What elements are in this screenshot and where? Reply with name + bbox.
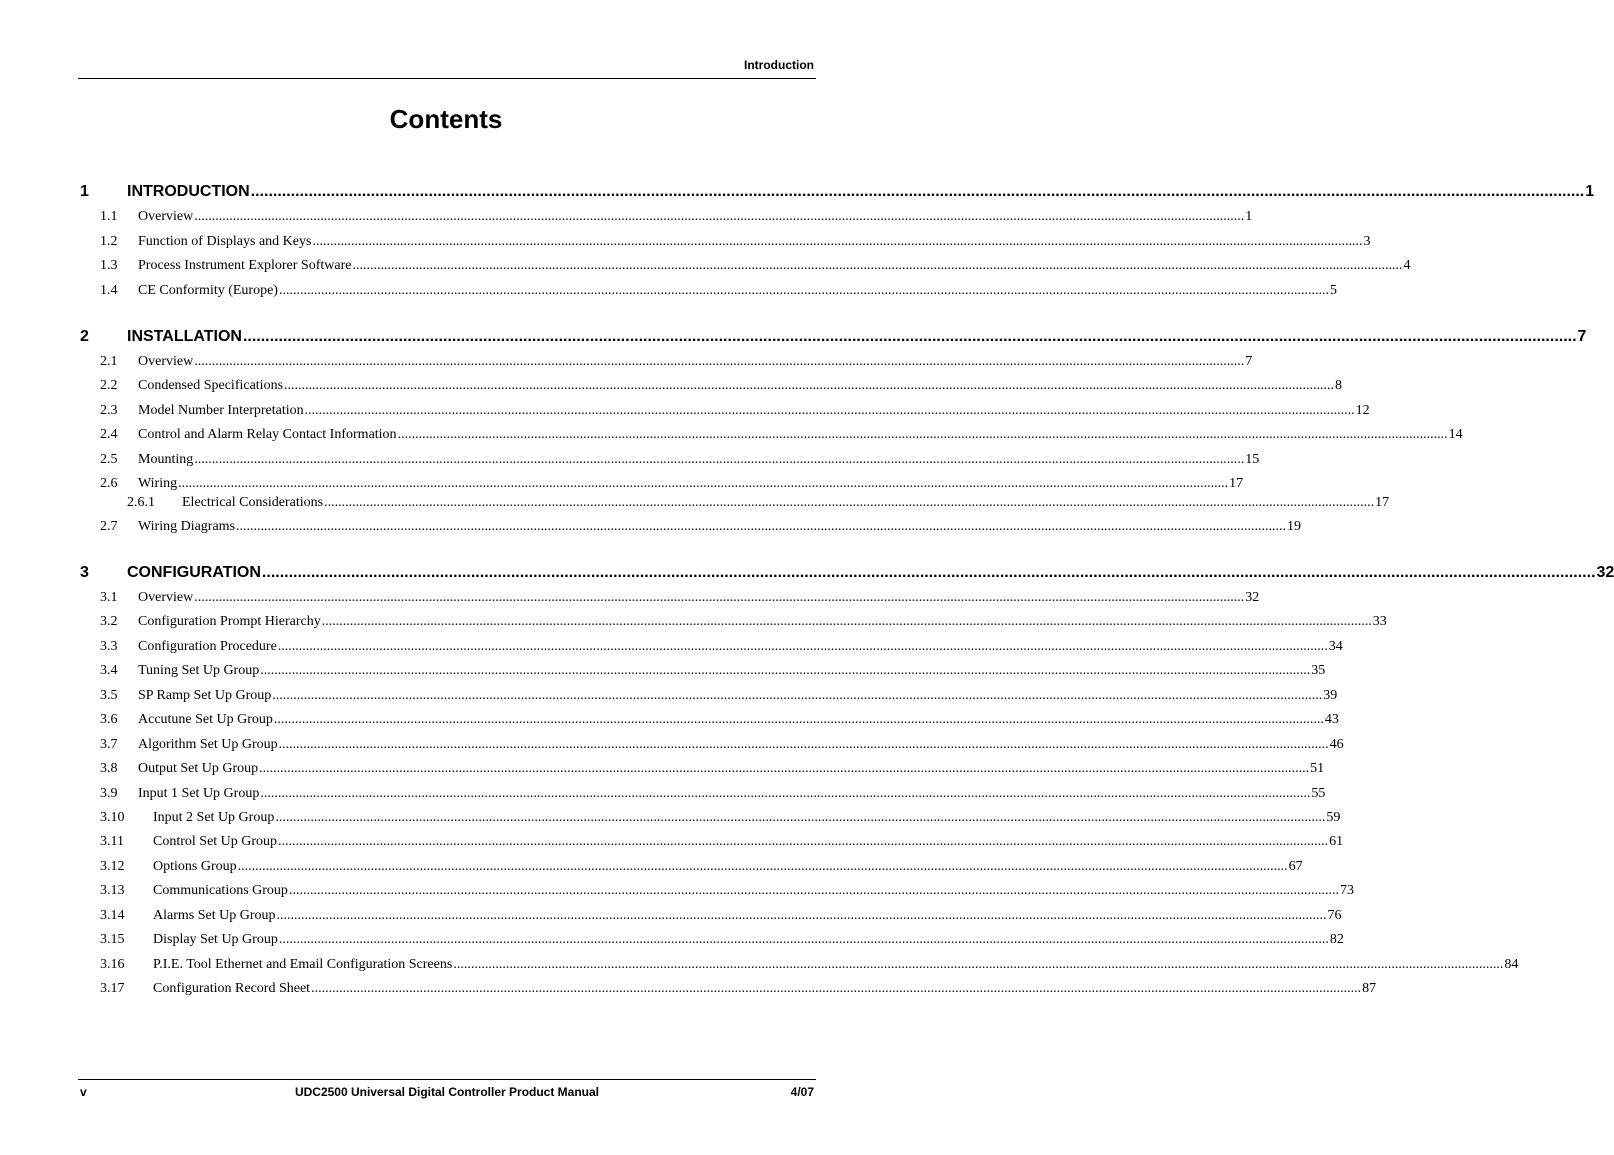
page-header [78, 58, 816, 79]
toc-entry-title[interactable]: Accutune Set Up Group [138, 712, 273, 727]
dot-leader: ............................................................................................................................................................................................................................................................................................................ [311, 981, 1362, 996]
toc-entry-title[interactable]: Configuration Procedure [138, 639, 277, 654]
dot-leader: ............................................................................................................................................................................................................................................................................................................ [278, 932, 1329, 947]
toc-entry-number: 3.1 [100, 590, 118, 605]
toc-entry-title[interactable]: Algorithm Set Up Group [138, 737, 278, 752]
toc-entry-page: 4 [1403, 258, 1411, 273]
toc-entry-page: 82 [1329, 932, 1344, 947]
toc-entry-page: 35 [1311, 663, 1326, 678]
dot-leader: ............................................................................................................................................................................................................................................................................................................ [260, 786, 1311, 801]
dot-leader: ............................................................................................................................................................................................................................................................................................................ [275, 810, 1326, 825]
toc-entry-page: 34 [1328, 639, 1343, 654]
toc-entry-page: 3 [1363, 234, 1371, 249]
toc-entry-page: 8 [1335, 378, 1343, 393]
toc-entry-page: 7 [1577, 328, 1587, 345]
dot-leader: ............................................................................................................................................................................................................................................................................................................ [261, 564, 1596, 581]
toc-entry-page: 32 [1596, 564, 1614, 581]
dot-leader: ............................................................................................................................................................................................................................................................................................................ [236, 519, 1287, 534]
dot-leader: ............................................................................................................................................................................................................................................................................................................ [284, 378, 1335, 393]
toc-entry-title[interactable]: P.I.E. Tool Ethernet and Email Configuration Screens [153, 957, 453, 972]
toc-entry-number: 3.14 [100, 908, 125, 923]
dot-leader: ............................................................................................................................................................................................................................................................................................................ [259, 761, 1310, 776]
dot-leader: ............................................................................................................................................................................................................................................................................................................ [194, 354, 1245, 369]
toc-entry-title[interactable]: Mounting [138, 452, 194, 467]
dot-leader: ............................................................................................................................................................................................................................................................................................................ [194, 209, 1245, 224]
toc-entry-title[interactable]: Input 1 Set Up Group [138, 786, 260, 801]
toc-entry-title[interactable]: CE Conformity (Europe) [138, 283, 278, 298]
toc-entry-page: 55 [1311, 786, 1326, 801]
toc-entry-title[interactable]: Output Set Up Group [138, 761, 259, 776]
dot-leader: ............................................................................................................................................................................................................................................................................................................ [453, 957, 1504, 972]
toc-entry-page: 14 [1448, 427, 1463, 442]
toc-entry-number: 3.17 [100, 981, 125, 996]
toc-entry-number: 2.7 [100, 519, 118, 534]
toc-entry-number: 3.6 [100, 712, 118, 727]
toc-entry-number: 1.2 [100, 234, 118, 249]
toc-entry-number: 1.1 [100, 209, 118, 224]
toc-entry-page: 1 [1245, 209, 1253, 224]
dot-leader: ............................................................................................................................................................................................................................................................................................................ [194, 590, 1245, 605]
toc-entry-title[interactable]: CONFIGURATION [127, 564, 261, 581]
toc-entry-title[interactable]: Configuration Record Sheet [153, 981, 311, 996]
toc-entry-number: 2.6 [100, 476, 118, 491]
toc-entry-page: 5 [1329, 283, 1337, 298]
footer-page-number: v [80, 1085, 87, 1099]
toc-entry-number: 3.5 [100, 688, 118, 703]
toc-entry-page: 87 [1362, 981, 1377, 996]
toc-entry-number: 3.10 [100, 810, 125, 825]
footer-date: 4/07 [790, 1085, 814, 1099]
toc-entry-title[interactable]: Wiring [138, 476, 178, 491]
dot-leader: ............................................................................................................................................................................................................................................................................................................ [321, 614, 1372, 629]
toc-entry-number: 3.7 [100, 737, 118, 752]
toc-entry-number: 3.8 [100, 761, 118, 776]
toc-entry-title[interactable]: Input 2 Set Up Group [153, 810, 275, 825]
toc-entry-page: 17 [1229, 476, 1244, 491]
toc-entry-page: 33 [1372, 614, 1387, 629]
toc-entry-number: 3.9 [100, 786, 118, 801]
toc-entry-page: 46 [1329, 737, 1344, 752]
dot-leader: ............................................................................................................................................................................................................................................................................................................ [272, 688, 1323, 703]
toc-entry-title[interactable]: INSTALLATION [127, 328, 242, 345]
page-title: Contents [389, 104, 503, 134]
page-footer [78, 1079, 816, 1099]
toc-entry-number: 3.11 [100, 834, 124, 849]
dot-leader: ............................................................................................................................................................................................................................................................................................................ [324, 495, 1375, 510]
toc-entry-number: 1.3 [100, 258, 118, 273]
toc-entry-title[interactable]: Options Group [153, 859, 237, 874]
toc-entry-number: 3.13 [100, 883, 125, 898]
toc-entry-page: 7 [1245, 354, 1253, 369]
dot-leader: ............................................................................................................................................................................................................................................................................................................ [277, 639, 1328, 654]
dot-leader: ............................................................................................................................................................................................................................................................................................................ [276, 908, 1327, 923]
dot-leader: ............................................................................................................................................................................................................................................................................................................ [194, 452, 1245, 467]
toc-entry-page: 43 [1324, 712, 1339, 727]
dot-leader: ............................................................................................................................................................................................................................................................................................................ [278, 737, 1329, 752]
toc-entry-title[interactable]: Communications Group [153, 883, 288, 898]
dot-leader: ............................................................................................................................................................................................................................................................................................................ [250, 183, 1585, 200]
toc-entry-number: 2 [80, 328, 89, 345]
toc-entry-number: 2.4 [100, 427, 118, 442]
toc-entry-page: 32 [1245, 590, 1260, 605]
dot-leader: ............................................................................................................................................................................................................................................................................................................ [278, 834, 1329, 849]
toc-entry-page: 61 [1329, 834, 1344, 849]
toc-entry-number: 1.4 [100, 283, 118, 298]
dot-leader: ............................................................................................................................................................................................................................................................................................................ [237, 859, 1288, 874]
toc-entry-title[interactable]: Model Number Interpretation [138, 403, 304, 418]
dot-leader: ............................................................................................................................................................................................................................................................................................................ [288, 883, 1339, 898]
toc-entry-title[interactable]: Control Set Up Group [153, 834, 278, 849]
toc-entry-page: 76 [1327, 908, 1342, 923]
toc-entry-title[interactable]: SP Ramp Set Up Group [138, 688, 272, 703]
toc-entry-title[interactable]: Function of Displays and Keys [138, 234, 312, 249]
toc-entry-number: 3.2 [100, 614, 118, 629]
dot-leader: ............................................................................................................................................................................................................................................................................................................ [260, 663, 1311, 678]
toc-entry-number: 3.3 [100, 639, 118, 654]
toc-entry-page: 39 [1323, 688, 1338, 703]
toc-entry-title[interactable]: Display Set Up Group [153, 932, 278, 947]
toc-entry-title[interactable]: Tuning Set Up Group [138, 663, 260, 678]
toc-entry-title[interactable]: Condensed Specifications [138, 378, 284, 393]
dot-leader: ............................................................................................................................................................................................................................................................................................................ [242, 328, 1577, 345]
toc-entry-page: 19 [1287, 519, 1302, 534]
toc-entry-title[interactable]: Wiring Diagrams [138, 519, 236, 534]
dot-leader: ............................................................................................................................................................................................................................................................................................................ [278, 283, 1329, 298]
toc-entry-number: 2.6.1 [127, 495, 155, 510]
toc-entry-page: 15 [1245, 452, 1260, 467]
toc-entry-number: 3 [80, 564, 89, 581]
toc-entry-title[interactable]: Overview [138, 209, 194, 224]
dot-leader: ............................................................................................................................................................................................................................................................................................................ [304, 403, 1355, 418]
toc-entry-page: 1 [1585, 183, 1595, 200]
toc-entry-number: 2.1 [100, 354, 118, 369]
dot-leader: ............................................................................................................................................................................................................................................................................................................ [397, 427, 1448, 442]
toc-entry-title[interactable]: Process Instrument Explorer Software [138, 258, 352, 273]
toc-entry-title[interactable]: Overview [138, 354, 194, 369]
toc-entry-title[interactable]: Control and Alarm Relay Contact Information [138, 427, 397, 442]
toc-entry-number: 2.2 [100, 378, 118, 393]
toc-entry-title[interactable]: Alarms Set Up Group [153, 908, 276, 923]
toc-entry-title[interactable]: Electrical Considerations [182, 495, 324, 510]
toc-entry-page: 73 [1339, 883, 1354, 898]
toc-entry-page: 67 [1288, 859, 1303, 874]
toc-entry-number: 3.15 [100, 932, 125, 947]
toc-entry-page: 51 [1310, 761, 1325, 776]
dot-leader: ............................................................................................................................................................................................................................................................................................................ [352, 258, 1403, 273]
toc-entry-page: 17 [1375, 495, 1390, 510]
toc-entry-number: 2.3 [100, 403, 118, 418]
toc-entry-number: 2.5 [100, 452, 118, 467]
toc-entry-title[interactable]: INTRODUCTION [127, 183, 250, 200]
toc-entry-number: 1 [80, 183, 89, 200]
toc-entry-number: 3.12 [100, 859, 125, 874]
toc-entry-number: 3.4 [100, 663, 118, 678]
toc-entry-page: 59 [1326, 810, 1341, 825]
header-section-title: Introduction [744, 58, 814, 72]
dot-leader: ............................................................................................................................................................................................................................................................................................................ [273, 712, 1324, 727]
toc-entry-number: 3.16 [100, 957, 125, 972]
toc-entry-page: 84 [1504, 957, 1519, 972]
dot-leader: ............................................................................................................................................................................................................................................................................................................ [178, 476, 1229, 491]
toc-entry-page: 12 [1355, 403, 1370, 418]
toc-entry-title[interactable]: Configuration Prompt Hierarchy [138, 614, 321, 629]
footer-document-title: UDC2500 Universal Digital Controller Product Manual [294, 1085, 600, 1099]
dot-leader: ............................................................................................................................................................................................................................................................................................................ [312, 234, 1363, 249]
toc-entry-title[interactable]: Overview [138, 590, 194, 605]
